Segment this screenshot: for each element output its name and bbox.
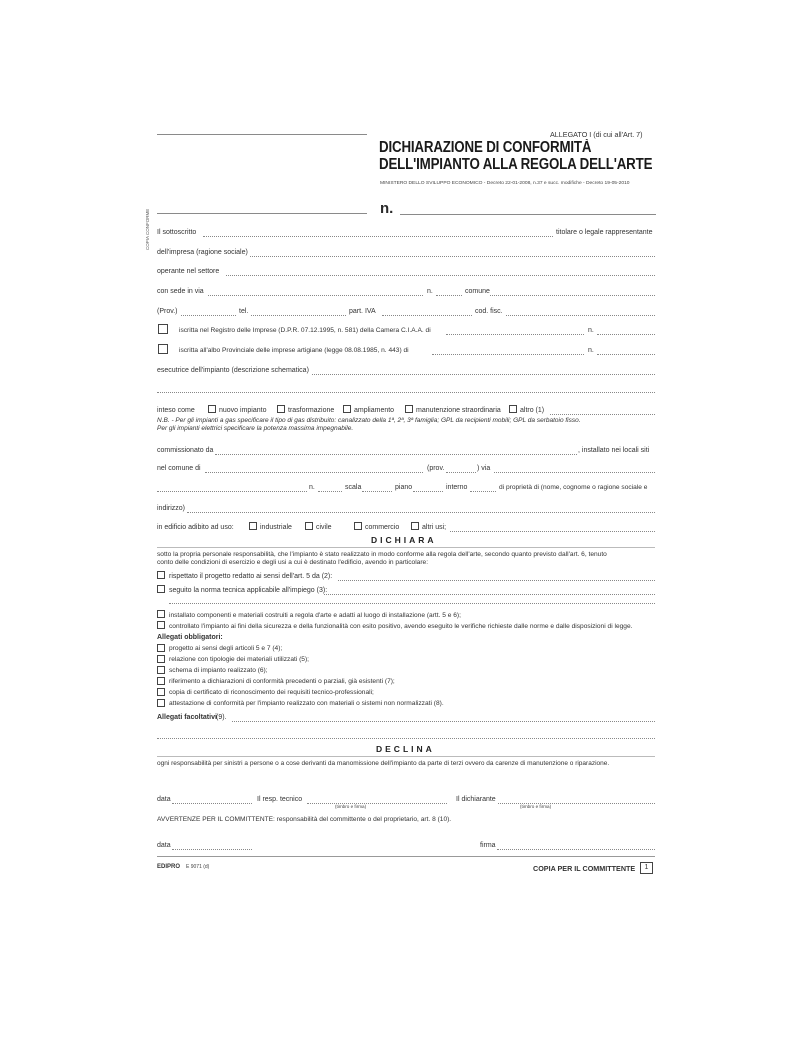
- item4-checkbox[interactable]: [157, 621, 165, 629]
- copia-label: COPIA PER IL COMMITTENTE: [533, 864, 636, 873]
- allegati-fac-field[interactable]: [232, 721, 655, 722]
- item1-checkbox[interactable]: [157, 571, 165, 579]
- tel-field[interactable]: [251, 315, 346, 316]
- settore-label: operante nel settore: [157, 268, 220, 275]
- piano-label: piano: [395, 484, 413, 491]
- nb-line1: N.B. - Per gli impianti a gas specificare il tipo di gas distribuito: canalizzato della 1ª, 2ª, 3ª famiglia; GPL da recipienti mobili; GPL da serbatoio fisso.: [157, 417, 581, 424]
- obbl-5-label: attestazione di conformità per l'impianto realizzato con materiali o sistemi non normalizzati (8).: [169, 700, 444, 707]
- sede-field[interactable]: [208, 295, 423, 296]
- altro-field[interactable]: [550, 414, 655, 415]
- data2-field[interactable]: [172, 849, 252, 850]
- scala-label: scala: [345, 484, 362, 491]
- titolare-label: titolare o legale rappresentante: [556, 229, 653, 236]
- piva-label: part. IVA: [349, 308, 376, 315]
- codfisc-field[interactable]: [506, 315, 655, 316]
- sottoscritto-field[interactable]: [203, 236, 553, 237]
- nuovo-checkbox[interactable]: [208, 405, 216, 413]
- nb-line2: Per gli impianti elettrici specificare la potenza massima impegnabile.: [157, 425, 354, 432]
- data-field[interactable]: [172, 803, 252, 804]
- obbl-3-label: riferimento a dichiarazioni di conformità precedenti o parziali, già esistenti (7);: [169, 678, 395, 685]
- avvertenze-label: AVVERTENZE PER IL COMMITTENTE: responsabilità del committente o del proprietario, art. 8 (10).: [157, 816, 452, 823]
- obbl-2-label: schema di impianto realizzato (6);: [169, 667, 268, 674]
- manut-checkbox[interactable]: [405, 405, 413, 413]
- dichiara-intro2: conto delle condizioni di esercizio e degli usi a cui è destinato l'edificio, avendo in particolare:: [157, 559, 429, 566]
- comune-label: comune: [465, 288, 490, 295]
- registro-label: iscritta nel Registro delle Imprese (D.P.R. 07.12.1995, n. 581) della Camera C.I.A.A. di: [179, 327, 431, 334]
- dichiarante-label: Il dichiarante: [456, 796, 496, 803]
- side-label: COPIA CONFORME: [145, 208, 150, 250]
- altri-usi-label: altri usi;: [422, 524, 447, 531]
- data2-label: data: [157, 842, 171, 849]
- registro-field[interactable]: [446, 334, 584, 335]
- allegati-fac-field-2[interactable]: [157, 738, 655, 739]
- industriale-label: industriale: [260, 524, 292, 531]
- allegato-label: ALLEGATO I (di cui all'Art. 7): [550, 130, 643, 139]
- codfisc-label: cod. fisc.: [475, 308, 503, 315]
- data-label: data: [157, 796, 171, 803]
- footer-rule: [157, 856, 655, 857]
- item3-checkbox[interactable]: [157, 610, 165, 618]
- via-field[interactable]: [494, 472, 655, 473]
- prov-label: (Prov.): [157, 308, 178, 315]
- timbro1-label: (timbro e firma): [335, 804, 367, 809]
- declina-text: ogni responsabilità per sinistri a persone o a cose derivanti da manomissione dell'impianto da parte di terzi ovvero da carenze di manutenzione o riparazione.: [157, 760, 610, 767]
- subtitle: MINISTERO DELLO SVILUPPO ECONOMICO - Decreto 22-01-2008, n.37 e succ. modifiche - Decreto 19-05-2010: [380, 181, 630, 186]
- sede-n-label: n.: [427, 288, 433, 295]
- albo-field[interactable]: [432, 354, 584, 355]
- altri-usi-field[interactable]: [450, 531, 655, 532]
- edificio-label: in edificio adibito ad uso:: [157, 524, 234, 531]
- prov2-field[interactable]: [446, 472, 476, 473]
- header-top-line: [157, 134, 367, 135]
- firma-field[interactable]: [497, 849, 655, 850]
- esecutrice-label: esecutrice dell'impianto (descrizione schematica): [157, 367, 309, 374]
- settore-field[interactable]: [226, 275, 655, 276]
- obbl-4-checkbox[interactable]: [157, 688, 165, 696]
- item1-label: rispettato il progetto redatto ai sensi dell'art. 5 da (2):: [169, 573, 333, 580]
- sede-n-field[interactable]: [436, 295, 462, 296]
- albo-label: iscritta all'albo Provinciale delle imprese artigiane (legge 08.08.1985, n. 443) di: [179, 347, 409, 354]
- nel-comune-field[interactable]: [205, 472, 423, 473]
- declina-heading: DECLINA: [376, 744, 435, 754]
- registro-checkbox[interactable]: [158, 324, 168, 334]
- page-number: 1: [640, 862, 653, 874]
- prov2-label: (prov.: [427, 465, 445, 472]
- resp-field[interactable]: [307, 803, 447, 804]
- number-line: [400, 214, 656, 215]
- footer-brand: EDIPRO: [157, 864, 181, 870]
- obbl-1-label: relazione con tipologie dei materiali utilizzati (5);: [169, 656, 310, 663]
- installato-label: , installato nei locali siti: [578, 447, 650, 454]
- interno-label: interno: [446, 484, 468, 491]
- dichiara-heading: DICHIARA: [371, 535, 437, 545]
- footer-code: E 9071 (d): [186, 864, 210, 870]
- addr-n-label: n.: [309, 484, 315, 491]
- item2-field-2[interactable]: [169, 603, 655, 604]
- scala-field[interactable]: [362, 491, 392, 492]
- title-line2: DELL'IMPIANTO ALLA REGOLA DELL'ARTE: [379, 156, 653, 173]
- item2-field[interactable]: [324, 594, 655, 595]
- comune-field[interactable]: [490, 295, 655, 296]
- interno-field[interactable]: [470, 491, 496, 492]
- nuovo-label: nuovo impianto: [219, 407, 267, 414]
- indirizzo-label: indirizzo): [157, 505, 186, 512]
- industriale-checkbox[interactable]: [249, 522, 257, 530]
- allegati-fac-label: Allegati facoltativi: [157, 714, 217, 721]
- inteso-label: inteso come: [157, 407, 195, 414]
- altri-usi-checkbox[interactable]: [411, 522, 419, 530]
- proprieta-label: di proprietà di (nome, cognome o ragione sociale e: [499, 484, 648, 491]
- resp-label: Il resp. tecnico: [257, 796, 303, 803]
- piva-field[interactable]: [382, 315, 472, 316]
- dichiara-rule: [157, 547, 655, 548]
- timbro2-label: (timbro e firma): [520, 804, 552, 809]
- commissionato-label: commissionato da: [157, 447, 214, 454]
- commercio-checkbox[interactable]: [354, 522, 362, 530]
- prov-field[interactable]: [181, 315, 236, 316]
- registro-n-field[interactable]: [597, 334, 655, 335]
- via-label: ) via: [477, 465, 491, 472]
- nel-comune-label: nel comune di: [157, 465, 201, 472]
- altro-label: altro (1): [520, 407, 545, 414]
- item3-label: installato componenti e materiali costruiti a regola d'arte e adatti al luogo di installazione (artt. 5 e 6);: [169, 612, 461, 619]
- ampl-label: ampliamento: [354, 407, 395, 414]
- obbl-2-checkbox[interactable]: [157, 666, 165, 674]
- piano-field[interactable]: [413, 491, 443, 492]
- altro-checkbox[interactable]: [509, 405, 517, 413]
- obbl-1-checkbox[interactable]: [157, 655, 165, 663]
- item2-checkbox[interactable]: [157, 585, 165, 593]
- item2-label: seguito la norma tecnica applicabile all'impiego (3):: [169, 587, 328, 594]
- header-number-line: [157, 213, 367, 214]
- addr-n-field[interactable]: [318, 491, 342, 492]
- item4-label: controllato l'impianto ai fini della sicurezza e della funzionalità con esito positivo, avendo eseguito le verifiche richieste dalle norme e dalle disposizioni di legge.: [169, 623, 633, 630]
- firma-label: firma: [480, 842, 496, 849]
- item1-field[interactable]: [338, 580, 655, 581]
- number-label: n.: [380, 200, 394, 217]
- obbl-3-checkbox[interactable]: [157, 677, 165, 685]
- declina-rule: [157, 756, 655, 757]
- trasf-checkbox[interactable]: [277, 405, 285, 413]
- indirizzo-field[interactable]: [187, 512, 655, 513]
- obbl-0-label: progetto ai sensi degli articoli 5 e 7 (4);: [169, 645, 283, 652]
- esecutrice-field[interactable]: [312, 374, 655, 375]
- albo-n-label: n.: [588, 347, 594, 354]
- trasf-label: trasformazione: [288, 407, 335, 414]
- civile-checkbox[interactable]: [305, 522, 313, 530]
- allegati-obbl-label: Allegati obbligatori:: [157, 634, 223, 641]
- impresa-field[interactable]: [250, 256, 655, 257]
- dichiara-intro1: sotto la propria personale responsabilità, che l'impianto è stato realizzato in modo conforme alla regola dell'arte, secondo quanto previsto dall'art. 6, tenuto: [157, 551, 607, 558]
- obbl-5-checkbox[interactable]: [157, 699, 165, 707]
- civile-label: civile: [316, 524, 332, 531]
- obbl-0-checkbox[interactable]: [157, 644, 165, 652]
- ampl-checkbox[interactable]: [343, 405, 351, 413]
- tel-label: tel.: [239, 308, 249, 315]
- obbl-4-label: copia di certificato di riconoscimento dei requisiti tecnico-professionali;: [169, 689, 374, 696]
- allegati-fac-ref: (9).: [216, 714, 227, 721]
- manut-label: manutenzione straordinaria: [416, 407, 501, 414]
- sede-label: con sede in via: [157, 288, 204, 295]
- addr-field[interactable]: [157, 491, 307, 492]
- title-line1: DICHIARAZIONE DI CONFORMITÀ: [379, 139, 592, 156]
- commissionato-field[interactable]: [215, 454, 577, 455]
- sottoscritto-label: Il sottoscritto: [157, 229, 197, 236]
- albo-checkbox[interactable]: [158, 344, 168, 354]
- esecutrice-field-2[interactable]: [157, 392, 655, 393]
- impresa-label: dell'impresa (ragione sociale): [157, 249, 248, 256]
- registro-n-label: n.: [588, 327, 594, 334]
- albo-n-field[interactable]: [597, 354, 655, 355]
- commercio-label: commercio: [365, 524, 400, 531]
